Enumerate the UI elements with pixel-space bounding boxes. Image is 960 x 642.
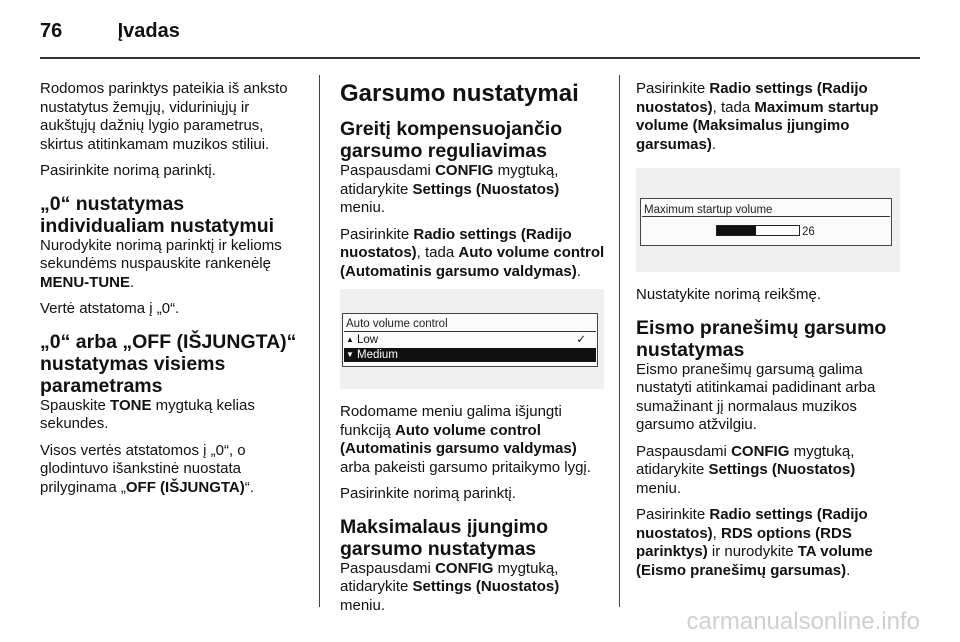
down-arrow-icon: ▼ bbox=[346, 350, 354, 359]
paragraph: Nurodykite norimą parinktį ir kelioms sekundėms nuspauskite rankenėlę MENU-TUNE. bbox=[40, 236, 282, 291]
volume-value: 26 bbox=[802, 226, 815, 238]
paragraph: Paspausdami CONFIG mygtuką, atidarykite Settings (Nuostatos) meniu. bbox=[340, 559, 560, 614]
auto-volume-screenshot bbox=[340, 289, 604, 389]
section-title: Įvadas bbox=[117, 20, 180, 42]
paragraph: Paspausdami CONFIG mygtuką, atidarykite Settings (Nuostatos) meniu. bbox=[636, 442, 856, 497]
volume-bar bbox=[716, 225, 800, 236]
divider bbox=[642, 216, 890, 217]
header-rule bbox=[40, 57, 920, 59]
column-2 bbox=[340, 80, 606, 623]
subheading: „0“ arba „OFF (IŠJUNGTA)“ nustatymas visiems parametrams bbox=[40, 330, 297, 397]
subheading: Maksimalaus įjungimo garsumo nustatymas bbox=[340, 515, 549, 560]
volume-bar-fill bbox=[717, 226, 756, 235]
up-arrow-icon: ▲ bbox=[346, 335, 354, 344]
subheading: Eismo pranešimų garsumo nustatymas bbox=[636, 316, 887, 361]
menu-title: Auto volume control bbox=[346, 318, 448, 330]
menu-item-low: ▲ Low ✓ bbox=[346, 334, 586, 346]
paragraph: Vertė atstatoma į „0“. bbox=[40, 300, 180, 317]
max-volume-screenshot bbox=[636, 168, 900, 272]
paragraph: Rodomos parinktys pateikia iš anksto nustatytus žemųjų, viduriniųjų ir aukštųjų dažnių lygio parametrus, skirtus atitinkamam muzikos stiliui. bbox=[40, 80, 288, 153]
column-divider bbox=[619, 75, 620, 607]
paragraph: Visos vertės atstatomos į „0“, o glodintuvo išankstinė nuostata prilyginama „OFF (IŠJUNGTA)“. bbox=[40, 441, 254, 496]
paragraph: Pasirinkite Radio settings (Radijo nuostatos), RDS options (RDS parinktys) ir nurodykite TA volume (Eismo pranešimų garsumas). bbox=[636, 506, 873, 579]
subheading: „0“ nustatymas individualiam nustatymui bbox=[40, 192, 275, 237]
watermark: carmanualsonline.info bbox=[686, 608, 920, 635]
paragraph: Pasirinkite Radio settings (Radijo nuostatos), tada Auto volume control (Automatinis garsumo valdymas). bbox=[340, 225, 605, 280]
paragraph: Pasirinkite norimą parinktį. bbox=[40, 162, 216, 179]
paragraph: Pasirinkite norimą parinktį. bbox=[340, 485, 516, 502]
page-header bbox=[40, 20, 180, 43]
paragraph: Spauskite TONE mygtuką kelias sekundes. bbox=[40, 396, 255, 432]
column-divider bbox=[319, 75, 320, 607]
paragraph: Rodomame meniu galima išjungti funkciją Auto volume control (Automatinis garsumo valdymas) arba pakeisti garsumo pritaikymo lygį. bbox=[340, 403, 591, 476]
paragraph: Nustatykite norimą reikšmę. bbox=[636, 286, 822, 303]
divider bbox=[344, 331, 596, 332]
section-heading: Garsumo nustatymai bbox=[340, 80, 579, 107]
setting-title: Maximum startup volume bbox=[644, 204, 773, 216]
paragraph: Eismo pranešimų garsumą galima nustatyti atitinkamai padidinant arba sumažinant jį normalaus muzikos garsumo atžvilgiu. bbox=[636, 360, 876, 433]
check-icon: ✓ bbox=[576, 334, 586, 346]
menu-item-medium: ▼ Medium bbox=[344, 348, 596, 362]
column-3 bbox=[636, 80, 902, 588]
paragraph: Pasirinkite Radio settings (Radijo nuostatos), tada Maximum startup volume (Maksimalus įjungimo garsumas). bbox=[636, 80, 879, 153]
subheading: Greitį kompensuojančio garsumo reguliavimas bbox=[340, 118, 563, 162]
page-number: 76 bbox=[40, 20, 63, 42]
paragraph: Paspausdami CONFIG mygtuką, atidarykite Settings (Nuostatos) meniu. bbox=[340, 162, 560, 216]
column-1 bbox=[40, 80, 305, 505]
